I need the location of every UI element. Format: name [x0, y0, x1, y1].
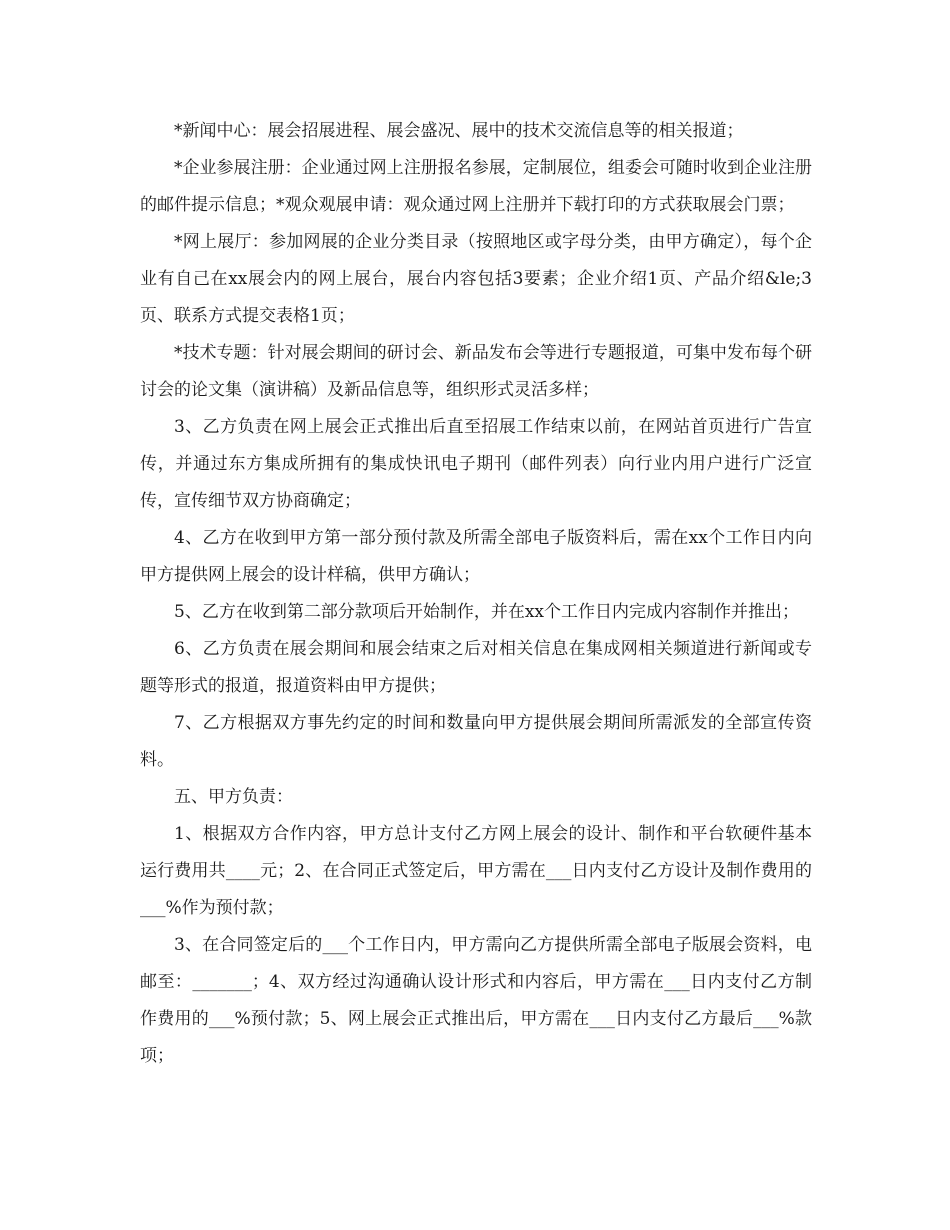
paragraph-exhibitor-registration: *企业参展注册：企业通过网上注册报名参展，定制展位，组委会可随时收到企业注册的邮件提示信息；*观众观展申请：观众通过网上注册并下载打印的方式获取展会门票；	[140, 158, 812, 215]
paragraph-party-a-1-2: 1、根据双方合作内容，甲方总计支付乙方网上展会的设计、制作和平台软硬件基本运行费用共____元；2、在合同正式签定后，甲方需在___日内支付乙方设计及制作费用的___%作为预付款；	[140, 824, 812, 918]
paragraph-clause-7: 7、乙方根据双方事先约定的时间和数量向甲方提供展会期间所需派发的全部宣传资料。	[140, 713, 812, 770]
document-body	[140, 113, 812, 1075]
section-heading-party-a: 五、甲方负责：	[174, 787, 293, 807]
paragraph-party-a-3-5: 3、在合同签定后的___个工作日内，甲方需向乙方提供所需全部电子版展会资料，电邮至：_______；4、双方经过沟通确认设计形式和内容后，甲方需在___日内支付乙方制作费用的___%预付款；5、网上展会正式推出后，甲方需在___日内支付乙方最后___%款项；	[140, 935, 812, 1066]
paragraph-clause-5: 5、乙方在收到第二部分款项后开始制作，并在xx个工作日内完成内容制作并推出；	[174, 602, 799, 622]
paragraph-news-center: *新闻中心：展会招展进程、展会盛况、展中的技术交流信息等的相关报道；	[174, 121, 744, 141]
paragraph-clause-6: 6、乙方负责在展会期间和展会结束之后对相关信息在集成网相关频道进行新闻或专题等形式的报道，报道资料由甲方提供；	[140, 639, 812, 696]
paragraph-clause-3: 3、乙方负责在网上展会正式推出后直至招展工作结束以前，在网站首页进行广告宣传，并通过东方集成所拥有的集成快讯电子期刊（邮件列表）向行业内用户进行广泛宣传，宣传细节双方协商确定；	[140, 417, 812, 511]
paragraph-online-hall: *网上展厅：参加网展的企业分类目录（按照地区或字母分类，由甲方确定），每个企业有自己在xx展会内的网上展台，展台内容包括3要素；企业介绍1页、产品介绍&le;3页、联系方式提交表格1页；	[140, 232, 812, 326]
paragraph-clause-4: 4、乙方在收到甲方第一部分预付款及所需全部电子版资料后，需在xx个工作日内向甲方提供网上展会的设计样稿，供甲方确认；	[140, 528, 812, 585]
paragraph-tech-topics: *技术专题：针对展会期间的研讨会、新品发布会等进行专题报道，可集中发布每个研讨会的论文集（演讲稿）及新品信息等，组织形式灵活多样；	[140, 343, 812, 400]
